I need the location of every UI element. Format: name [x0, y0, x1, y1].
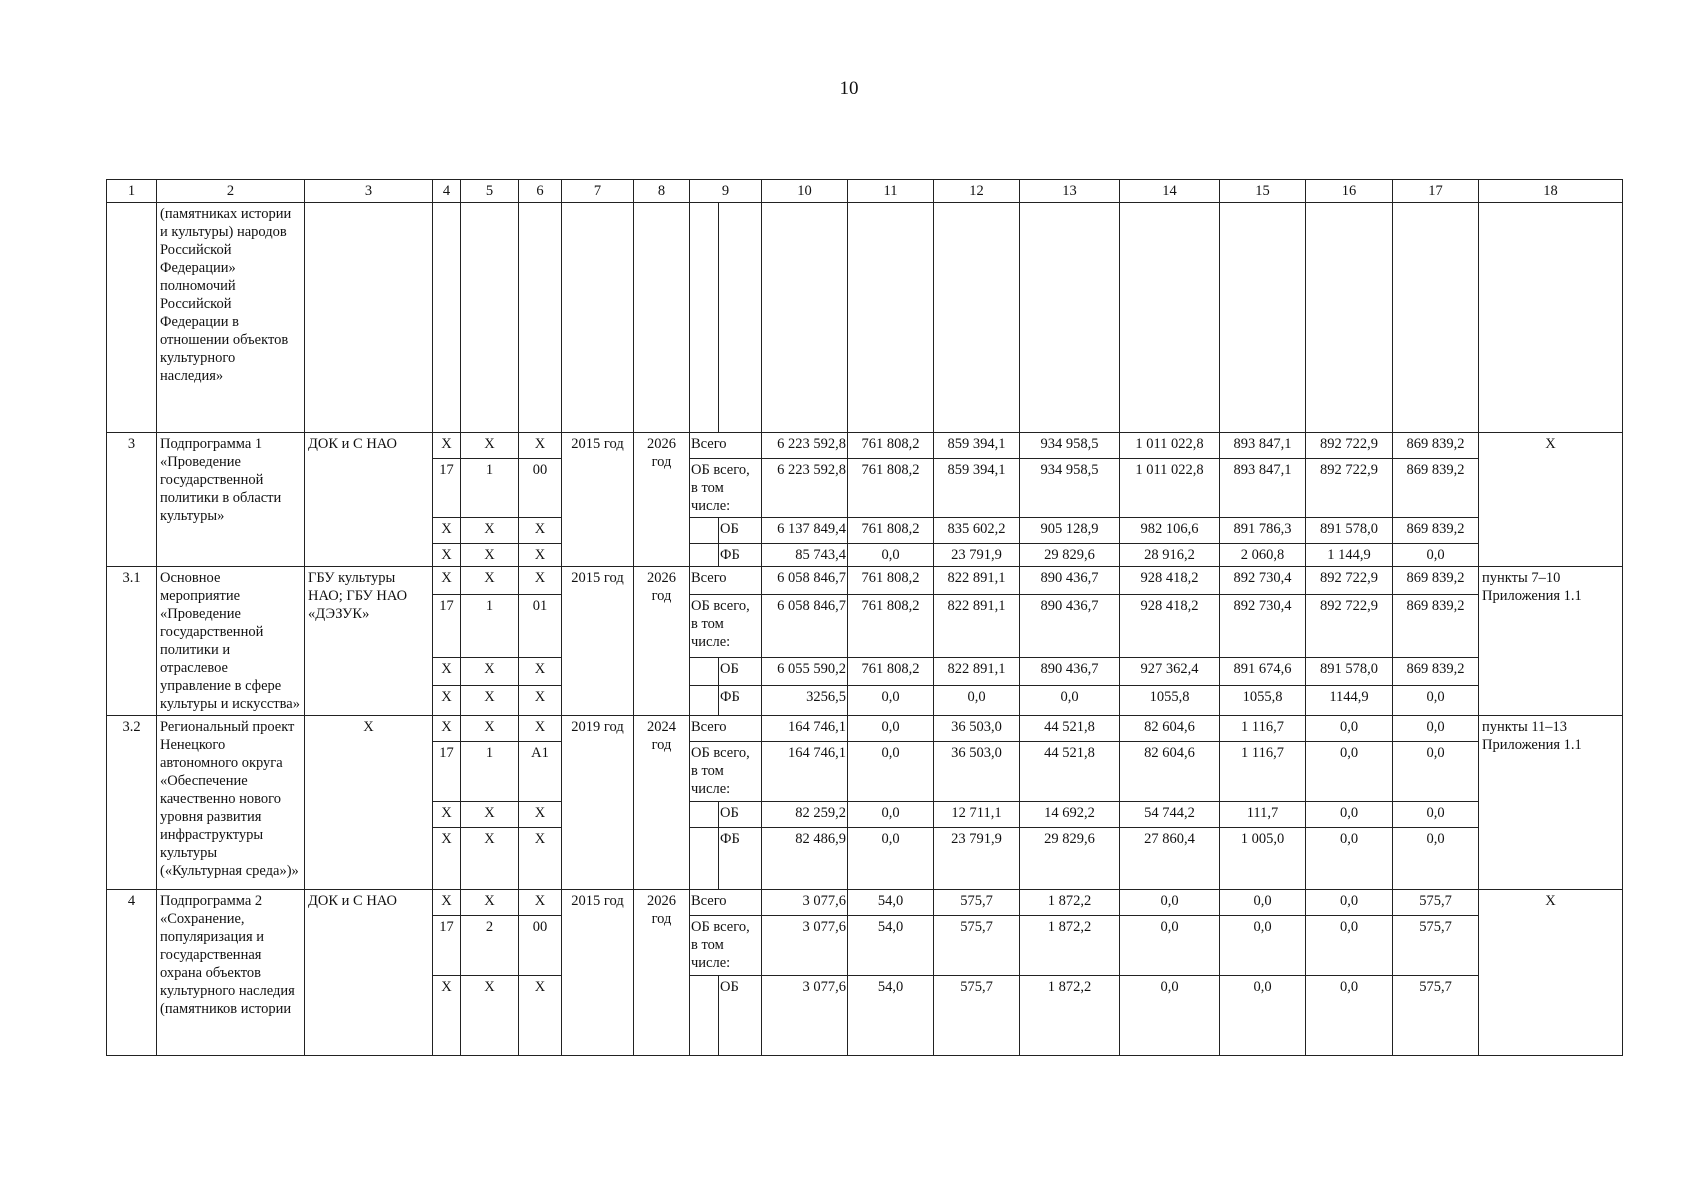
amount-cell: 761 808,2	[848, 459, 934, 518]
amount-cell: 905 128,9	[1020, 518, 1120, 544]
amount-cell: 822 891,1	[934, 658, 1020, 686]
amount-cell: 44 521,8	[1020, 716, 1120, 742]
end-year: 2024 год	[634, 716, 690, 890]
amount-cell: 82 259,2	[762, 802, 848, 828]
amount-cell: 6 223 592,8	[762, 459, 848, 518]
executor: ГБУ культуры НАО; ГБУ НАО «ДЭЗУК»	[305, 567, 433, 716]
source-label: ОБ всего, в том числе:	[690, 594, 762, 657]
source-label: ФБ	[719, 828, 762, 890]
executor: Х	[305, 716, 433, 890]
header-cell: 15	[1220, 180, 1306, 203]
amount-cell: 1 011 022,8	[1120, 459, 1220, 518]
amount-cell: 0,0	[1393, 544, 1479, 567]
amount-cell: 6 058 846,7	[762, 567, 848, 595]
code-col-6: Х	[519, 518, 562, 544]
code-col-5: 1	[461, 459, 519, 518]
source-label: Всего	[690, 890, 762, 916]
amount-cell: 575,7	[934, 976, 1020, 1056]
amount-cell: 892 730,4	[1220, 594, 1306, 657]
header-cell: 1	[107, 180, 157, 203]
header-cell: 5	[461, 180, 519, 203]
amount-cell: 859 394,1	[934, 459, 1020, 518]
amount-cell: 1055,8	[1220, 685, 1306, 715]
amount-cell: 164 746,1	[762, 742, 848, 802]
amount-cell: 0,0	[1120, 916, 1220, 976]
amount-cell: 0,0	[1306, 742, 1393, 802]
amount-cell: 890 436,7	[1020, 594, 1120, 657]
executor: ДОК и С НАО	[305, 890, 433, 1056]
code-col-6: 00	[519, 459, 562, 518]
amount-cell: 982 106,6	[1120, 518, 1220, 544]
source-label: ОБ всего, в том числе:	[690, 916, 762, 976]
amount-cell: 0,0	[1306, 890, 1393, 916]
amount-cell: 869 839,2	[1393, 658, 1479, 686]
code-col-6: Х	[519, 716, 562, 742]
amount-cell: 891 578,0	[1306, 658, 1393, 686]
amount-cell: 1 011 022,8	[1120, 433, 1220, 459]
code-col-5: Х	[461, 685, 519, 715]
item-number: 3	[107, 433, 157, 567]
amount-cell: 761 808,2	[848, 518, 934, 544]
cell-empty	[461, 203, 519, 433]
code-col-5: Х	[461, 544, 519, 567]
amount-cell: 575,7	[1393, 890, 1479, 916]
cell-empty	[634, 203, 690, 433]
source-indent	[690, 685, 719, 715]
code-col-6: 01	[519, 594, 562, 657]
continuation-row	[107, 203, 1623, 433]
amount-cell: 761 808,2	[848, 594, 934, 657]
amount-cell: 1 872,2	[1020, 890, 1120, 916]
source-label: ОБ	[719, 802, 762, 828]
amount-cell: 0,0	[1306, 716, 1393, 742]
amount-cell: 1 872,2	[1020, 916, 1120, 976]
code-col-6: Х	[519, 976, 562, 1056]
amount-cell: 869 839,2	[1393, 518, 1479, 544]
code-col-4: Х	[433, 658, 461, 686]
code-col-5: Х	[461, 890, 519, 916]
amount-cell: 0,0	[1220, 890, 1306, 916]
code-col-4: Х	[433, 716, 461, 742]
executor: ДОК и С НАО	[305, 433, 433, 567]
cell-empty	[1120, 203, 1220, 433]
reference: пункты 7–10 Приложения 1.1	[1479, 567, 1623, 716]
amount-cell: 28 916,2	[1120, 544, 1220, 567]
amount-cell: 29 829,6	[1020, 828, 1120, 890]
header-cell: 6	[519, 180, 562, 203]
amount-cell: 54,0	[848, 976, 934, 1056]
source-label: Всего	[690, 716, 762, 742]
header-cell: 7	[562, 180, 634, 203]
amount-cell: 44 521,8	[1020, 742, 1120, 802]
amount-cell: 0,0	[848, 742, 934, 802]
cell-empty	[519, 203, 562, 433]
amount-cell: 0,0	[1306, 828, 1393, 890]
table-row	[107, 433, 1623, 459]
item-number: 4	[107, 890, 157, 1056]
code-col-5: 2	[461, 916, 519, 976]
code-col-6: Х	[519, 544, 562, 567]
amount-cell: 0,0	[1120, 976, 1220, 1056]
amount-cell: 3 077,6	[762, 890, 848, 916]
amount-cell: 0,0	[848, 685, 934, 715]
code-col-5: Х	[461, 518, 519, 544]
amount-cell: 893 847,1	[1220, 459, 1306, 518]
amount-cell: 575,7	[934, 916, 1020, 976]
cell-empty	[1020, 203, 1120, 433]
continuation-name: (памятниках истории и культуры) народов Российской Федерации» полномочий Российской Федерации в отношении объектов культурного наследия»	[157, 203, 305, 433]
source-indent	[690, 976, 719, 1056]
amount-cell: 835 602,2	[934, 518, 1020, 544]
source-label: ОБ всего, в том числе:	[690, 459, 762, 518]
budget-table	[106, 179, 1623, 1056]
source-indent	[690, 828, 719, 890]
amount-cell: 575,7	[934, 890, 1020, 916]
amount-cell: 3 077,6	[762, 976, 848, 1056]
reference: пункты 11–13 Приложения 1.1	[1479, 716, 1623, 890]
amount-cell: 82 604,6	[1120, 716, 1220, 742]
source-label: Всего	[690, 567, 762, 595]
amount-cell: 27 860,4	[1120, 828, 1220, 890]
amount-cell: 3 077,6	[762, 916, 848, 976]
header-cell: 14	[1120, 180, 1220, 203]
amount-cell: 0,0	[1393, 716, 1479, 742]
amount-cell: 0,0	[1306, 916, 1393, 976]
code-col-4: Х	[433, 567, 461, 595]
amount-cell: 1 005,0	[1220, 828, 1306, 890]
amount-cell: 1144,9	[1306, 685, 1393, 715]
header-cell: 16	[1306, 180, 1393, 203]
code-col-4: Х	[433, 828, 461, 890]
header-cell: 18	[1479, 180, 1623, 203]
source-label: ФБ	[719, 544, 762, 567]
item-name: Подпрограмма 2 «Сохранение, популяризация и государственная охрана объектов культурного наследия (памятников истории	[157, 890, 305, 1056]
source-label: ФБ	[719, 685, 762, 715]
amount-cell: 54,0	[848, 890, 934, 916]
header-cell: 10	[762, 180, 848, 203]
cell-empty	[1220, 203, 1306, 433]
code-col-5: Х	[461, 802, 519, 828]
header-cell: 3	[305, 180, 433, 203]
amount-cell: 6 137 849,4	[762, 518, 848, 544]
source-indent	[690, 518, 719, 544]
amount-cell: 0,0	[1393, 828, 1479, 890]
cell-empty	[107, 203, 157, 433]
amount-cell: 0,0	[848, 716, 934, 742]
amount-cell: 575,7	[1393, 976, 1479, 1056]
amount-cell: 761 808,2	[848, 433, 934, 459]
code-col-6: А1	[519, 742, 562, 802]
amount-cell: 0,0	[1393, 742, 1479, 802]
amount-cell: 1 116,7	[1220, 716, 1306, 742]
item-number: 3.2	[107, 716, 157, 890]
header-cell: 8	[634, 180, 690, 203]
amount-cell: 822 891,1	[934, 594, 1020, 657]
code-col-4: 17	[433, 594, 461, 657]
amount-cell: 0,0	[1393, 685, 1479, 715]
code-col-4: 17	[433, 916, 461, 976]
source-indent	[690, 658, 719, 686]
amount-cell: 822 891,1	[934, 567, 1020, 595]
code-col-4: Х	[433, 544, 461, 567]
amount-cell: 1055,8	[1120, 685, 1220, 715]
source-label: ОБ	[719, 518, 762, 544]
reference: Х	[1479, 890, 1623, 1056]
amount-cell: 934 958,5	[1020, 433, 1120, 459]
amount-cell: 2 060,8	[1220, 544, 1306, 567]
amount-cell: 1 116,7	[1220, 742, 1306, 802]
header-cell: 13	[1020, 180, 1120, 203]
amount-cell: 29 829,6	[1020, 544, 1120, 567]
header-row	[107, 180, 1623, 203]
item-number: 3.1	[107, 567, 157, 716]
amount-cell: 892 722,9	[1306, 567, 1393, 595]
start-year: 2015 год	[562, 567, 634, 716]
amount-cell: 6 223 592,8	[762, 433, 848, 459]
cell-empty	[305, 203, 433, 433]
amount-cell: 1 872,2	[1020, 976, 1120, 1056]
amount-cell: 0,0	[1306, 802, 1393, 828]
code-col-5: Х	[461, 567, 519, 595]
end-year: 2026 год	[634, 567, 690, 716]
amount-cell: 869 839,2	[1393, 459, 1479, 518]
amount-cell: 12 711,1	[934, 802, 1020, 828]
cell-empty	[848, 203, 934, 433]
code-col-5: Х	[461, 433, 519, 459]
code-col-4: Х	[433, 685, 461, 715]
amount-cell: 892 730,4	[1220, 567, 1306, 595]
end-year: 2026 год	[634, 433, 690, 567]
item-name: Региональный проект Ненецкого автономного округа «Обеспечение качественно нового уровня развития инфраструктуры культуры («Культурная среда»)»	[157, 716, 305, 890]
amount-cell: 928 418,2	[1120, 594, 1220, 657]
amount-cell: 1 144,9	[1306, 544, 1393, 567]
code-col-5: 1	[461, 594, 519, 657]
header-cell: 4	[433, 180, 461, 203]
cell-empty	[562, 203, 634, 433]
code-col-5: Х	[461, 658, 519, 686]
cell-empty	[1479, 203, 1623, 433]
cell-empty	[1393, 203, 1479, 433]
code-col-5: Х	[461, 976, 519, 1056]
code-col-6: Х	[519, 567, 562, 595]
code-col-4: 17	[433, 459, 461, 518]
start-year: 2015 год	[562, 433, 634, 567]
amount-cell: 6 058 846,7	[762, 594, 848, 657]
amount-cell: 3256,5	[762, 685, 848, 715]
page-number: 10	[839, 78, 859, 99]
amount-cell: 934 958,5	[1020, 459, 1120, 518]
code-col-6: Х	[519, 658, 562, 686]
code-col-4: Х	[433, 802, 461, 828]
amount-cell: 891 674,6	[1220, 658, 1306, 686]
table-row	[107, 567, 1623, 595]
amount-cell: 82 604,6	[1120, 742, 1220, 802]
end-year: 2026 год	[634, 890, 690, 1056]
amount-cell: 761 808,2	[848, 658, 934, 686]
amount-cell: 0,0	[1120, 890, 1220, 916]
code-col-6: Х	[519, 433, 562, 459]
start-year: 2015 год	[562, 890, 634, 1056]
table-row	[107, 716, 1623, 742]
amount-cell: 14 692,2	[1020, 802, 1120, 828]
cell-empty	[719, 203, 762, 433]
source-label: ОБ всего, в том числе:	[690, 742, 762, 802]
amount-cell: 890 436,7	[1020, 658, 1120, 686]
amount-cell: 892 722,9	[1306, 594, 1393, 657]
table-row	[107, 890, 1623, 916]
amount-cell: 85 743,4	[762, 544, 848, 567]
code-col-6: 00	[519, 916, 562, 976]
code-col-6: Х	[519, 890, 562, 916]
amount-cell: 0,0	[1393, 802, 1479, 828]
code-col-4: 17	[433, 742, 461, 802]
amount-cell: 869 839,2	[1393, 567, 1479, 595]
item-name: Подпрограмма 1 «Проведение государственной политики в области культуры»	[157, 433, 305, 567]
code-col-5: 1	[461, 742, 519, 802]
amount-cell: 23 791,9	[934, 828, 1020, 890]
header-cell: 17	[1393, 180, 1479, 203]
start-year: 2019 год	[562, 716, 634, 890]
source-indent	[690, 544, 719, 567]
source-label: ОБ	[719, 976, 762, 1056]
header-cell: 12	[934, 180, 1020, 203]
amount-cell: 869 839,2	[1393, 433, 1479, 459]
amount-cell: 111,7	[1220, 802, 1306, 828]
code-col-4: Х	[433, 433, 461, 459]
amount-cell: 54 744,2	[1120, 802, 1220, 828]
amount-cell: 928 418,2	[1120, 567, 1220, 595]
amount-cell: 927 362,4	[1120, 658, 1220, 686]
code-col-4: Х	[433, 890, 461, 916]
amount-cell: 892 722,9	[1306, 433, 1393, 459]
amount-cell: 0,0	[1220, 916, 1306, 976]
amount-cell: 164 746,1	[762, 716, 848, 742]
header-cell: 9	[690, 180, 762, 203]
amount-cell: 82 486,9	[762, 828, 848, 890]
amount-cell: 0,0	[848, 828, 934, 890]
cell-empty	[934, 203, 1020, 433]
amount-cell: 890 436,7	[1020, 567, 1120, 595]
amount-cell: 6 055 590,2	[762, 658, 848, 686]
amount-cell: 0,0	[1020, 685, 1120, 715]
amount-cell: 36 503,0	[934, 716, 1020, 742]
amount-cell: 891 786,3	[1220, 518, 1306, 544]
cell-empty	[690, 203, 719, 433]
amount-cell: 0,0	[934, 685, 1020, 715]
header-cell: 2	[157, 180, 305, 203]
amount-cell: 575,7	[1393, 916, 1479, 976]
amount-cell: 54,0	[848, 916, 934, 976]
code-col-4: Х	[433, 518, 461, 544]
amount-cell: 0,0	[848, 802, 934, 828]
code-col-4: Х	[433, 976, 461, 1056]
amount-cell: 761 808,2	[848, 567, 934, 595]
amount-cell: 869 839,2	[1393, 594, 1479, 657]
amount-cell: 23 791,9	[934, 544, 1020, 567]
amount-cell: 36 503,0	[934, 742, 1020, 802]
amount-cell: 0,0	[1306, 976, 1393, 1056]
amount-cell: 893 847,1	[1220, 433, 1306, 459]
cell-empty	[433, 203, 461, 433]
cell-empty	[1306, 203, 1393, 433]
reference: Х	[1479, 433, 1623, 567]
amount-cell: 892 722,9	[1306, 459, 1393, 518]
code-col-6: Х	[519, 802, 562, 828]
source-label: Всего	[690, 433, 762, 459]
source-label: ОБ	[719, 658, 762, 686]
source-indent	[690, 802, 719, 828]
code-col-6: Х	[519, 828, 562, 890]
code-col-5: Х	[461, 716, 519, 742]
amount-cell: 0,0	[1220, 976, 1306, 1056]
code-col-6: Х	[519, 685, 562, 715]
amount-cell: 0,0	[848, 544, 934, 567]
cell-empty	[762, 203, 848, 433]
amount-cell: 859 394,1	[934, 433, 1020, 459]
item-name: Основное мероприятие «Проведение государственной политики и отраслевое управление в сфере культуры и искусства»	[157, 567, 305, 716]
header-cell: 11	[848, 180, 934, 203]
code-col-5: Х	[461, 828, 519, 890]
amount-cell: 891 578,0	[1306, 518, 1393, 544]
